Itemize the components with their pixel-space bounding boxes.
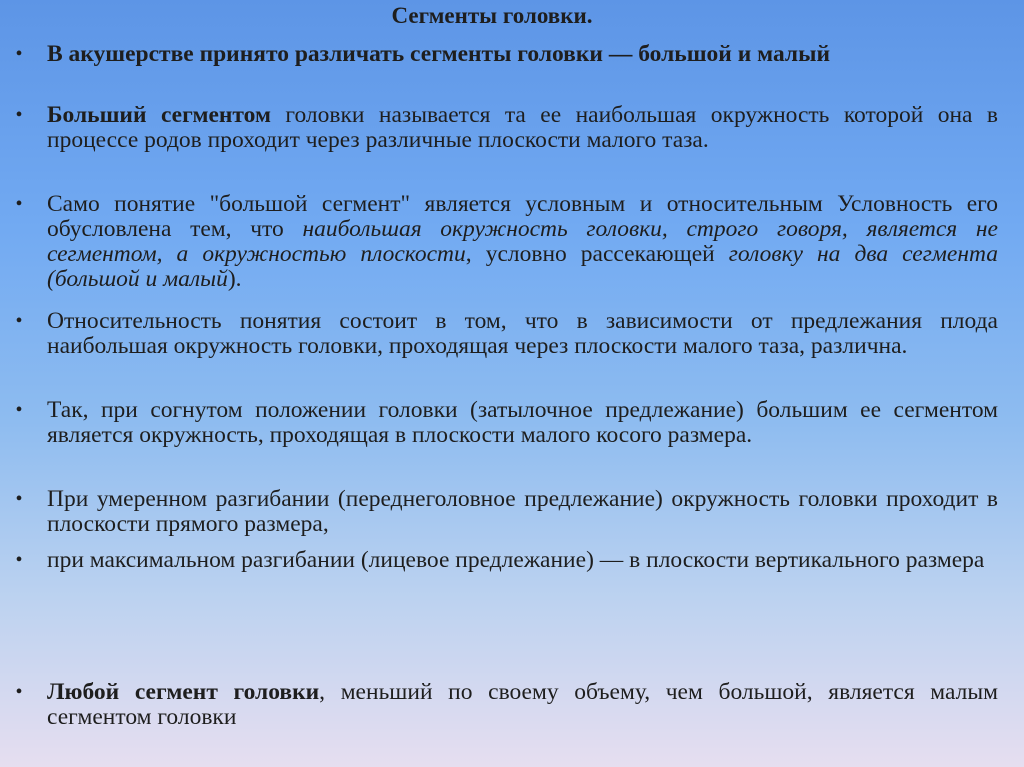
item-bold-text: Любой сегмент головки: [47, 679, 320, 705]
item-text: [47, 103, 998, 153]
bullet-icon: •: [15, 104, 23, 126]
bullet-icon: •: [15, 193, 23, 215]
item-plain-text: ).: [227, 266, 242, 292]
bullet-icon: •: [15, 681, 23, 703]
item-text: Относительность понятия состоит в том, что в зависимости от предлежания плода наибольшая окружность головки, проходящая через плоскости малого таза, различна.: [47, 308, 998, 359]
item-italic-text: головку на два сегмента (большой и малый: [47, 241, 998, 292]
item-bold-text: Больший сегментом: [47, 102, 271, 128]
list-item: [0, 103, 1024, 153]
list-item: [0, 487, 1024, 537]
list-item: [0, 548, 1024, 573]
item-text: Так, при согнутом положении головки (затылочное предлежание) большим ее сегментом является окружность, проходящая в плоскости малого косого размера.: [47, 397, 998, 448]
bullet-icon: •: [15, 399, 23, 421]
list-item: [0, 680, 1024, 730]
list-item: [0, 398, 1024, 448]
item-text: [47, 680, 998, 730]
bullet-icon: •: [15, 488, 23, 510]
item-italic-text: наибольшая окружность головки, строго говоря, является не сегментом, а окружностью плоскости: [47, 216, 998, 267]
item-plain-text: , меньший по своему объему, чем большой, является малым сегментом головки: [47, 679, 999, 730]
item-text: при максимальном разгибании (лицевое предлежание) — в плоскости вертикального размера: [47, 547, 985, 573]
bullet-icon: •: [15, 549, 23, 571]
item-plain-text: головки называется та ее наибольшая окружность которой она в процессе родов проходит через различные плоскости малого таза.: [47, 102, 998, 153]
item-text: При умеренном разгибании (переднеголовное предлежание) окружность головки проходит в плоскости прямого размера,: [47, 486, 998, 537]
item-text: В акушерстве принято различать сегменты головки — большой и малый: [47, 41, 830, 67]
item-plain-text: Само понятие "большой сегмент" является условным и относительным Условность его обусловлена тем, что: [47, 191, 998, 242]
bullet-icon: •: [15, 310, 23, 332]
bullet-icon: •: [15, 43, 23, 65]
list-item: [0, 309, 1024, 359]
slide-title: Сегменты головки.: [391, 3, 593, 28]
item-plain-text: , условно рассекающей: [465, 241, 729, 267]
item-text: [47, 192, 998, 292]
list-item: [0, 192, 1024, 292]
list-item: [0, 42, 1024, 67]
